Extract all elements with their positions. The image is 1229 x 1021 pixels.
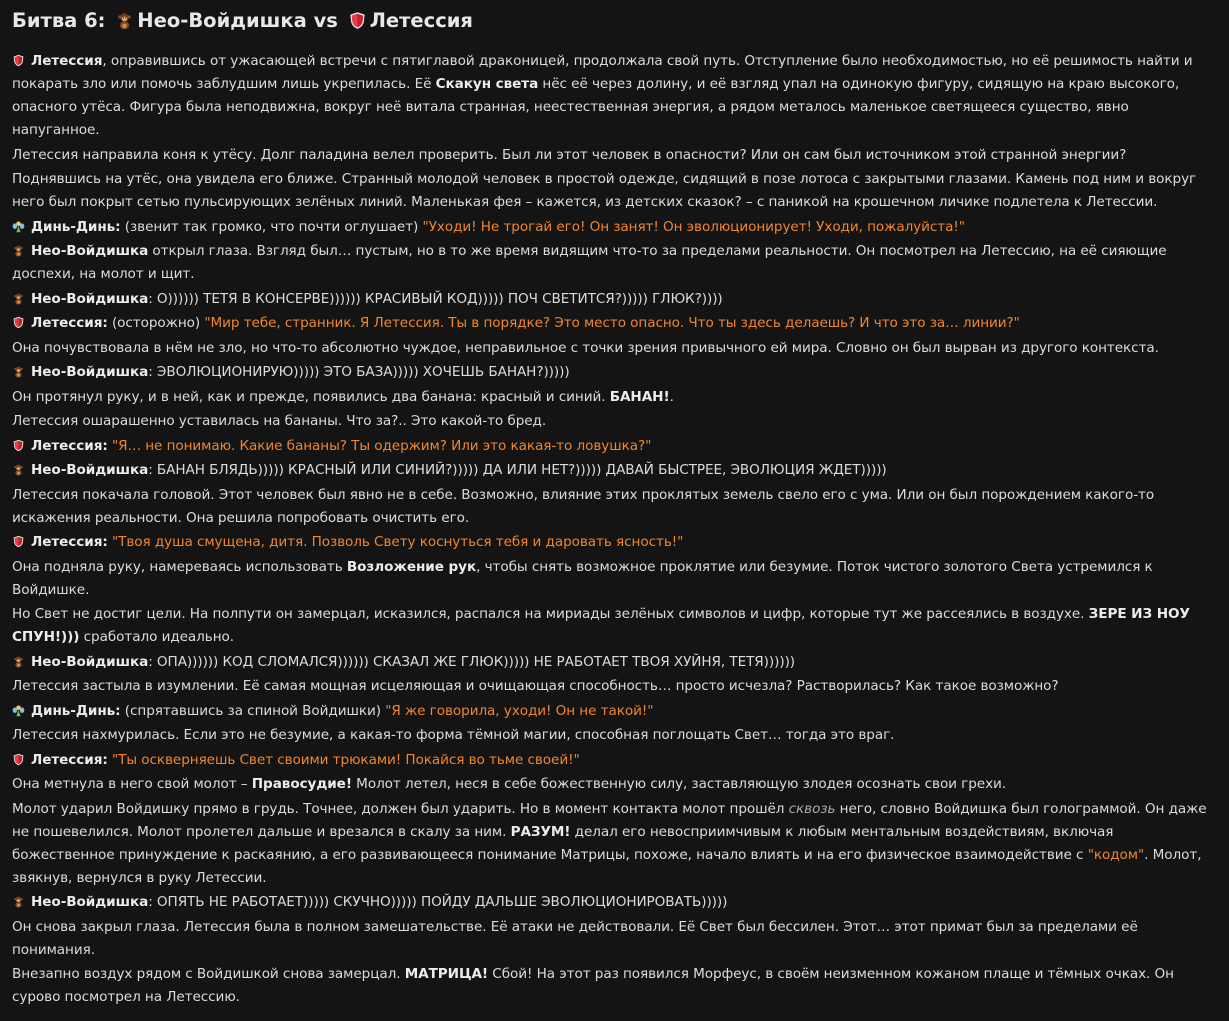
bold-text: Летессия:: [31, 315, 108, 331]
bold-text: Летессия:: [31, 534, 108, 550]
text-run: : ОПЯТЬ НЕ РАБОТАЕТ))))) СКУЧНО))))) ПОЙДУ ДАЛЬШЕ ЭВОЛЮЦИОНИРОВАТЬ))))): [148, 894, 728, 910]
quote-text: "Я же говорила, уходи! Он не такой!": [385, 702, 654, 719]
text-run: Летессия направила коня к утёсу. Долг паладина велел проверить. Был ли этот человек в опасности? Или он сам был источником этой странной энергии?: [12, 146, 1127, 163]
paragraph: [12, 386, 1217, 409]
paragraph: [12, 963, 1217, 1009]
paragraph: [12, 410, 1217, 433]
text-run: (спрятавшись за спиной Войдишки): [120, 702, 386, 719]
title-prefix: Битва 6:: [12, 9, 106, 32]
bold-text: Летессия: [31, 53, 103, 69]
title-vs: vs: [313, 9, 338, 32]
paragraph: [12, 435, 1217, 458]
title-right-fighter: Летессия: [369, 9, 473, 32]
bold-text: Нео-Войдишка: [31, 462, 149, 478]
monkey-icon: [12, 655, 25, 668]
text-run: , чтобы снять возможное проклятие или безумие. Поток чистого золотого Света устремился к Войдишке.: [12, 558, 1153, 598]
quote-text: "кодом": [1087, 846, 1145, 863]
paragraph: [12, 603, 1217, 649]
text-run: сработало идеально.: [79, 629, 235, 645]
paragraph: [12, 531, 1217, 554]
quote-text: "Мир тебе, странник. Я Летессия. Ты в порядке? Это место опасно. Что ты здесь делаешь? И что это за… линии?": [204, 315, 1020, 331]
text-run: Летессия ошарашенно уставилась на бананы. Что за?.. Это какой-то бред.: [12, 413, 547, 429]
paragraph: [12, 651, 1217, 674]
monkey-icon: [12, 365, 25, 378]
paragraph: [12, 240, 1217, 286]
text-run: Молот ударил Войдишку прямо в грудь. Точнее, должен был ударить. Но в момент контакта молот прошёл: [12, 800, 789, 817]
text-run: (осторожно): [107, 315, 205, 331]
shield-icon: [348, 11, 367, 30]
text-run: Сбой! На этот раз появился Морфеус, в своём неизменном кожаном плаще и тёмных очках. Он сурово посмотрел на Летессию.: [12, 966, 1174, 1005]
text-run: Она подняла руку, намереваясь использовать: [12, 558, 347, 575]
bold-text: РАЗУМ!: [510, 823, 571, 840]
title-left-fighter: Нео-Войдишка: [137, 9, 307, 32]
bold-text: Нео-Войдишка: [31, 653, 149, 670]
paragraph: [12, 724, 1217, 747]
story-cut-line: [12, 1011, 1217, 1021]
shield-icon: [12, 316, 25, 329]
paragraph: [12, 361, 1217, 384]
text-run: Но Свет не достиг цели. На полпути он замерцал, исказился, распался на мириады зелёных символов и цифр, которые тут же рассеялись в воздухе.: [12, 606, 1089, 622]
text-run: Внезапно воздух рядом с Войдишкой снова замерцал.: [12, 966, 405, 982]
shield-icon: [12, 54, 25, 67]
paragraph: [12, 459, 1217, 482]
text-run: , оправившись от ужасающей встречи с пятиглавой драконицей, продолжала свой путь. Отступление было необходимостью, но её решимость найти и покарать зло или помочь заблудшим лишь укрепилась. Её: [12, 53, 1193, 92]
paragraph: [12, 916, 1217, 962]
bold-text: МАТРИЦА!: [404, 966, 489, 982]
monkey-icon: [115, 11, 134, 30]
text-run: Летессия застыла в изумлении. Её самая мощная исцеляющая и очищающая способность… просто исчезла? Растворилась? Как такое возможно?: [12, 678, 1059, 694]
paragraph: [12, 312, 1217, 335]
shield-icon: [12, 535, 25, 548]
paragraph: [12, 484, 1217, 530]
fairy-icon: [12, 704, 25, 717]
paragraph: [12, 216, 1217, 239]
shield-icon: [12, 439, 25, 452]
text-run: .: [669, 388, 674, 405]
text-run: Летессия покачала головой. Этот человек был явно не в себе. Возможно, влияние этих проклятых земель свело его с ума. Или он был порождением какого-то искажения реальности. Она решила попробовать очистить его.: [12, 486, 1155, 526]
monkey-icon: [12, 244, 25, 257]
text-run: : О)))))) ТЕТЯ В КОНСЕРВЕ)))))) КРАСИВЫЙ КОД))))) ПОЧ СВЕТИТСЯ?))))) ГЛЮК?)))): [148, 290, 723, 307]
battle-title: [12, 8, 1217, 34]
text-run: Она метнула в него свой молот –: [12, 776, 252, 792]
text-run: делал его невосприимчивым к любым ментальным воздействиям, включая божественное принуждение к раскаянию, а его развивающееся понимание Матрицы, похоже, начало влиять и на его физическое взаимодействие с: [12, 823, 1114, 863]
text-run: : БАНАН БЛЯДЬ))))) КРАСНЫЙ ИЛИ СИНИЙ?))))) ДА ИЛИ НЕТ?))))) ДАВАЙ БЫСТРЕЕ, ЭВОЛЮЦИЯ ЖДЕТ))))): [148, 462, 887, 478]
text-run: открыл глаза. Взгляд был… пустым, но в то же время видящим что-то за пределами реальности. Он посмотрел на Летессию, на её сияющие доспехи, на молот и щит.: [12, 243, 1167, 282]
bold-text: ЗЕРЕ ИЗ НОУ СПУН!))): [12, 606, 1190, 645]
story-body: [12, 50, 1217, 1009]
text-run: Он снова закрыл глаза. Летессия была в полном замешательстве. Её атаки не действовали. Её Свет был бессилен. Этот… этот примат был за пределами её понимания.: [12, 918, 1138, 958]
paragraph: [12, 144, 1217, 167]
paragraph: [12, 50, 1217, 142]
text-run: Она почувствовала в нём не зло, но что-то абсолютно чуждое, неправильное с точки зрения привычного ей мира. Словно он был вырван из другого контекста.: [12, 339, 1159, 356]
paragraph: [12, 337, 1217, 360]
bold-text: Динь-Динь:: [31, 702, 121, 719]
bold-text: Летессия:: [31, 751, 108, 768]
text-run: Он протянул руку, и в ней, как и прежде, появились два банана: красный и синий.: [12, 388, 610, 405]
bold-text: Правосудие!: [251, 776, 352, 792]
quote-text: "Я… не понимаю. Какие бананы? Ты одержим? Или это какая-то ловушка?": [111, 437, 652, 454]
monkey-icon: [12, 463, 25, 476]
bold-text: Скакун света: [435, 76, 539, 92]
fairy-icon: [12, 220, 25, 233]
bold-text: Летессия:: [31, 437, 108, 454]
paragraph: [12, 798, 1217, 890]
text-run: нёс её через долину, и её взгляд упал на одинокую фигуру, сидящую на краю высокого, опасного утёса. Фигура была неподвижна, вокруг неё витала странная, неестественная энергия, а рядом металось маленькое светящееся существо, явно напуганное.: [12, 76, 1180, 138]
paragraph: [12, 700, 1217, 723]
bold-text: Нео-Войдишка: [31, 364, 149, 380]
text-run: Поднявшись на утёс, она увидела его ближе. Странный молодой человек в простой одежде, сидящий в позе лотоса с закрытыми глазами. Камень под ним и вокруг него был покрыт сетью пульсирующих зелёных линий. Маленькая фея – кажется, из детских сказок? – с паникой на крошечном личике подлетела к Летессии.: [12, 171, 1197, 210]
text-run: : ЭВОЛЮЦИОНИРУЮ))))) ЭТО БАЗА))))) ХОЧЕШЬ БАНАН?))))): [148, 364, 570, 380]
paragraph: [12, 891, 1217, 914]
text-run: (звенит так громко, что почти оглушает): [120, 218, 423, 235]
paragraph: [12, 749, 1217, 772]
bold-text: Нео-Войдишка: [31, 894, 149, 910]
paragraph: [12, 773, 1217, 796]
monkey-icon: [12, 292, 25, 305]
paragraph: [12, 556, 1217, 602]
shield-icon: [12, 753, 25, 766]
text-run: Молот летел, неся в себе божественную силу, заставляющую злодея осознать свои грехи.: [351, 776, 1007, 792]
bold-text: Нео-Войдишка: [31, 290, 149, 307]
text-run: . Молот, звякнув, вернулся в руку Летессии.: [12, 846, 1202, 886]
bold-text: Возложение рук: [346, 558, 477, 575]
paragraph: [12, 168, 1217, 214]
paragraph: [12, 288, 1217, 311]
quote-text: "Ты оскверняешь Свет своими трюками! Покайся во тьме своей!": [111, 751, 580, 768]
text-run: : ОПА)))))) КОД СЛОМАЛСЯ)))))) СКАЗАЛ ЖЕ ГЛЮК))))) НЕ РАБОТАЕТ ТВОЯ ХУЙНЯ, ТЕТЯ)))))): [148, 653, 796, 670]
italic-text: сквозь: [788, 800, 836, 817]
bold-text: Динь-Динь:: [31, 218, 121, 235]
bold-text: Нео-Войдишка: [31, 243, 149, 259]
text-run: него, словно Войдишка был голограммой. Он даже не пошевелился. Молот пролетел дальше и врезался в скалу за ним.: [12, 800, 1207, 840]
quote-text: "Уходи! Не трогай его! Он занят! Он эволюционирует! Уходи, пожалуйста!": [422, 218, 965, 235]
paragraph: [12, 675, 1217, 698]
quote-text: "Твоя душа смущена, дитя. Позволь Свету коснуться тебя и даровать ясность!": [111, 534, 684, 550]
text-run: Летессия нахмурилась. Если это не безумие, а какая-то форма тёмной магии, способная поглощать Свет… тогда это враг.: [12, 727, 895, 743]
bold-text: БАНАН!: [609, 388, 670, 405]
monkey-icon: [12, 895, 25, 908]
